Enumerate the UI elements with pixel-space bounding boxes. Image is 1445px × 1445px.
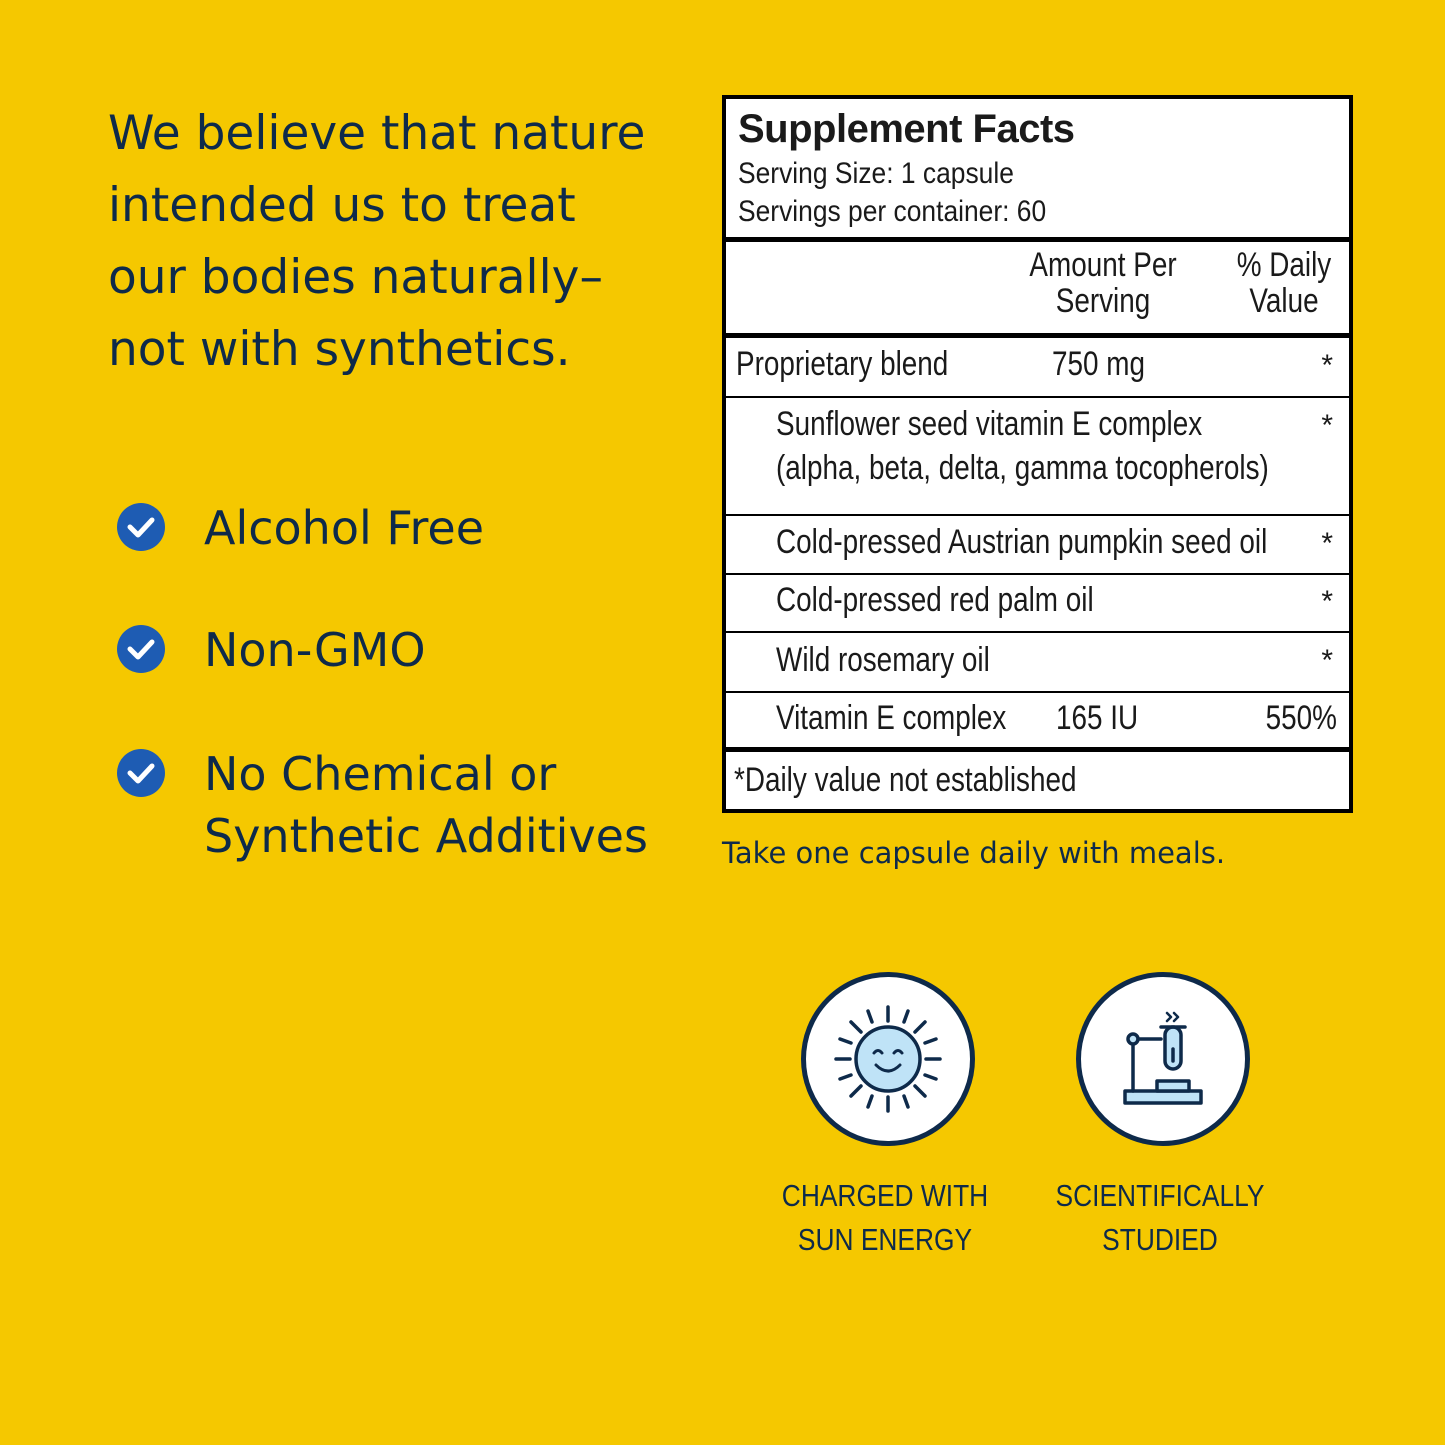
divider — [726, 691, 1349, 693]
check-circle-icon — [116, 624, 166, 674]
ingredient-name-detail: (alpha, beta, delta, gamma tocopherols) — [776, 449, 1269, 487]
facts-footnote: *Daily value not established — [734, 761, 1077, 799]
headline — [108, 98, 688, 386]
sun-energy-label: CHARGED WITH SUN ENERGY — [781, 1178, 989, 1257]
ingredient-name: Vitamin E complex — [776, 699, 1007, 737]
sun-energy-badge — [801, 972, 975, 1146]
divider — [726, 573, 1349, 575]
header-amount-per-serving: Amount Per Serving — [1029, 246, 1177, 320]
divider — [726, 631, 1349, 633]
divider — [726, 747, 1349, 752]
smiling-sun-icon — [806, 977, 970, 1141]
benefit-no-additives — [116, 743, 648, 867]
ingredient-dv: * — [1321, 409, 1333, 442]
ingredient-name: Wild rosemary oil — [776, 641, 990, 679]
headline-line: intended us to treat — [108, 178, 576, 233]
benefit-alcohol-free — [116, 497, 484, 559]
ingredient-dv: * — [1321, 644, 1333, 677]
serving-size: Serving Size: 1 capsule — [738, 157, 1014, 190]
header-daily-value: % Daily Value — [1236, 246, 1332, 320]
benefit-label: Alcohol Free — [204, 501, 484, 555]
headline-line: our bodies naturally– — [108, 250, 603, 305]
supplement-facts-panel — [722, 95, 1353, 813]
divider — [726, 333, 1349, 338]
benefit-label: Synthetic Additives — [204, 809, 648, 863]
servings-per-container: Servings per container: 60 — [738, 195, 1047, 228]
test-tube-lab-icon — [1081, 977, 1245, 1141]
ingredient-name: Sunflower seed vitamin E complex — [776, 405, 1203, 443]
benefit-non-gmo — [116, 619, 426, 681]
ingredient-dv: * — [1321, 585, 1333, 618]
divider — [726, 396, 1349, 398]
facts-title: Supplement Facts — [738, 107, 1075, 151]
benefit-label: No Chemical or — [204, 747, 557, 801]
ingredient-name: Cold-pressed Austrian pumpkin seed oil — [776, 523, 1268, 561]
directions-text: Take one capsule daily with meals. — [722, 836, 1226, 870]
ingredient-name: Cold-pressed red palm oil — [776, 581, 1094, 619]
ingredient-dv: * — [1321, 527, 1333, 560]
headline-line: not with synthetics. — [108, 322, 571, 377]
scientifically-studied-label: SCIENTIFICALLY STUDIED — [1055, 1178, 1265, 1257]
benefit-label: Non-GMO — [204, 623, 426, 677]
check-circle-icon — [116, 502, 166, 552]
headline-line: We believe that nature — [108, 106, 646, 161]
divider — [726, 514, 1349, 516]
ingredient-dv: 550% — [1265, 699, 1337, 737]
check-circle-icon — [116, 748, 166, 798]
ingredient-amount: 165 IU — [1056, 699, 1139, 737]
ingredient-dv: * — [1321, 349, 1333, 382]
scientifically-studied-badge — [1076, 972, 1250, 1146]
ingredient-amount: 750 mg — [1052, 345, 1145, 383]
ingredient-name: Proprietary blend — [736, 345, 949, 383]
divider — [726, 237, 1349, 242]
